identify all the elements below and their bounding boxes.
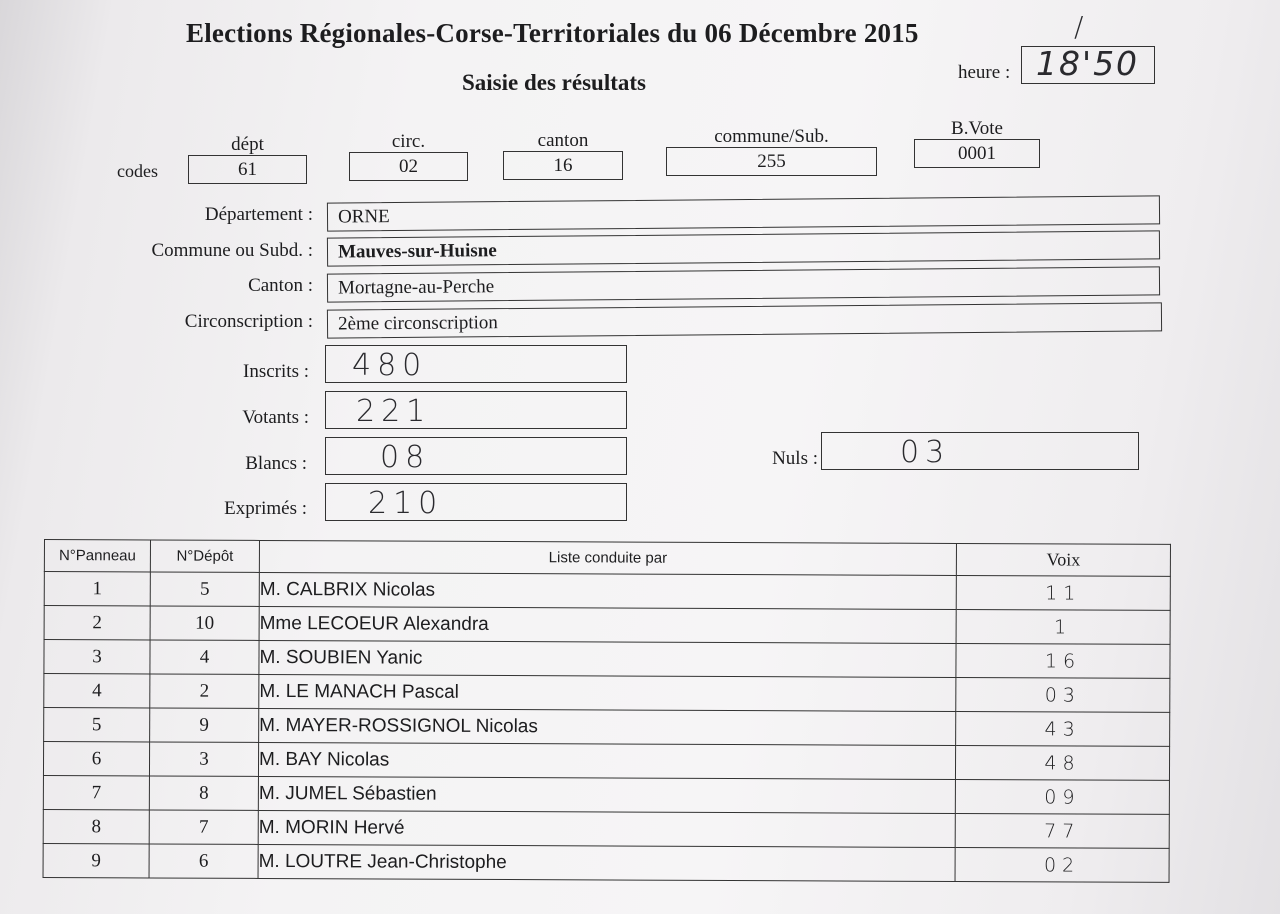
voix-cell[interactable]: 09 (955, 779, 1169, 814)
table-row (43, 809, 1169, 848)
bvote-label: B.Vote (951, 118, 1003, 139)
panneau-cell: 3 (44, 640, 150, 674)
depot-cell: 5 (150, 572, 259, 606)
blancs-label: Blancs : (245, 453, 307, 474)
voix-cell[interactable]: 77 (955, 813, 1169, 848)
header-depot: N°Dépôt (150, 540, 259, 572)
depot-cell: 3 (149, 742, 258, 776)
table-row (44, 674, 1170, 713)
page-subtitle: Saisie des résultats (462, 70, 646, 95)
depot-cell: 4 (150, 640, 259, 674)
panneau-cell: 1 (44, 572, 150, 606)
panneau-cell: 7 (43, 775, 149, 809)
circonscription-label: Circonscription : (184, 311, 313, 332)
canton-code-label: canton (537, 130, 589, 151)
votants-value: 221 (356, 394, 432, 429)
departement-label: Département : (204, 204, 313, 225)
depot-cell: 9 (150, 708, 259, 742)
candidate-name-cell: M. BAY Nicolas (258, 742, 955, 779)
panneau-cell: 6 (43, 742, 149, 776)
table-row (43, 775, 1169, 814)
commune-code-label: commune/Sub. (714, 126, 829, 147)
candidate-name-cell: M. CALBRIX Nicolas (259, 572, 956, 609)
commune-code-field[interactable]: 255 (666, 147, 877, 176)
heure-value: 18'50 (1036, 44, 1140, 83)
heure-tick-mark: / (1074, 10, 1084, 43)
dept-code-field[interactable]: 61 (188, 155, 307, 184)
voix-cell[interactable]: 02 (955, 847, 1169, 882)
table-header-row (44, 540, 1170, 577)
inscrits-label: Inscrits : (243, 361, 309, 382)
canton-label: Canton : (248, 275, 313, 296)
blancs-field[interactable] (325, 437, 627, 475)
depot-cell: 10 (150, 606, 259, 640)
commune-field[interactable]: Mauves-sur-Huisne (327, 230, 1160, 266)
table-row (44, 640, 1170, 679)
table-row (44, 606, 1170, 645)
exprimes-field[interactable] (325, 483, 627, 521)
candidate-name-cell: M. LOUTRE Jean-Christophe (258, 844, 955, 881)
exprimes-value: 210 (368, 486, 444, 521)
circ-code-field[interactable]: 02 (349, 152, 468, 181)
departement-field[interactable]: ORNE (327, 195, 1160, 231)
voix-cell[interactable]: 1 (956, 609, 1170, 644)
candidate-name-cell: M. JUMEL Sébastien (258, 776, 955, 813)
voix-cell[interactable]: 48 (955, 745, 1169, 780)
blancs-value: 08 (380, 440, 431, 475)
inscrits-value: 480 (352, 348, 428, 383)
votants-field[interactable] (325, 391, 627, 429)
panneau-cell: 9 (43, 843, 149, 877)
voix-cell[interactable]: 16 (956, 643, 1170, 678)
table-row (44, 708, 1170, 747)
panneau-cell: 4 (44, 674, 150, 708)
panneau-cell: 5 (44, 708, 150, 742)
candidate-name-cell: M. MORIN Hervé (258, 810, 955, 847)
header-liste: Liste conduite par (259, 540, 956, 575)
codes-label: codes (117, 161, 158, 181)
results-body (43, 572, 1170, 883)
nuls-field[interactable] (821, 432, 1139, 470)
bvote-code-field[interactable]: 0001 (914, 139, 1040, 168)
table-row (43, 843, 1169, 882)
depot-cell: 7 (149, 810, 258, 844)
heure-label: heure : (958, 62, 1011, 83)
canton-field[interactable]: Mortagne-au-Perche (327, 266, 1160, 302)
table-row (44, 572, 1170, 611)
voix-cell[interactable]: 11 (956, 575, 1170, 610)
candidate-name-cell: M. MAYER-ROSSIGNOL Nicolas (259, 708, 956, 745)
panneau-cell: 2 (44, 606, 150, 640)
page-title: Elections Régionales-Corse-Territoriales du 06 Décembre 2015 (186, 18, 919, 48)
header-voix: Voix (956, 543, 1170, 576)
results-table (43, 539, 1171, 883)
voix-cell[interactable]: 03 (956, 677, 1170, 712)
nuls-value: 03 (900, 435, 951, 470)
depot-cell: 8 (149, 776, 258, 810)
circonscription-field[interactable]: 2ème circonscription (327, 302, 1162, 338)
canton-code-field[interactable]: 16 (503, 151, 623, 180)
panneau-cell: 8 (43, 809, 149, 843)
nuls-label: Nuls : (772, 448, 818, 469)
candidate-name-cell: Mme LECOEUR Alexandra (259, 606, 956, 643)
depot-cell: 6 (149, 844, 258, 878)
candidate-name-cell: M. LE MANACH Pascal (259, 674, 956, 711)
candidate-name-cell: M. SOUBIEN Yanic (259, 640, 956, 677)
table-row (43, 742, 1169, 781)
header-panneau: N°Panneau (44, 540, 150, 572)
dept-label: dépt (231, 134, 264, 155)
exprimes-label: Exprimés : (224, 498, 307, 519)
votants-label: Votants : (242, 407, 309, 428)
commune-label: Commune ou Subd. : (151, 240, 313, 261)
inscrits-field[interactable] (325, 345, 627, 383)
circ-label: circ. (391, 131, 426, 152)
depot-cell: 2 (150, 674, 259, 708)
voix-cell[interactable]: 43 (956, 711, 1170, 746)
